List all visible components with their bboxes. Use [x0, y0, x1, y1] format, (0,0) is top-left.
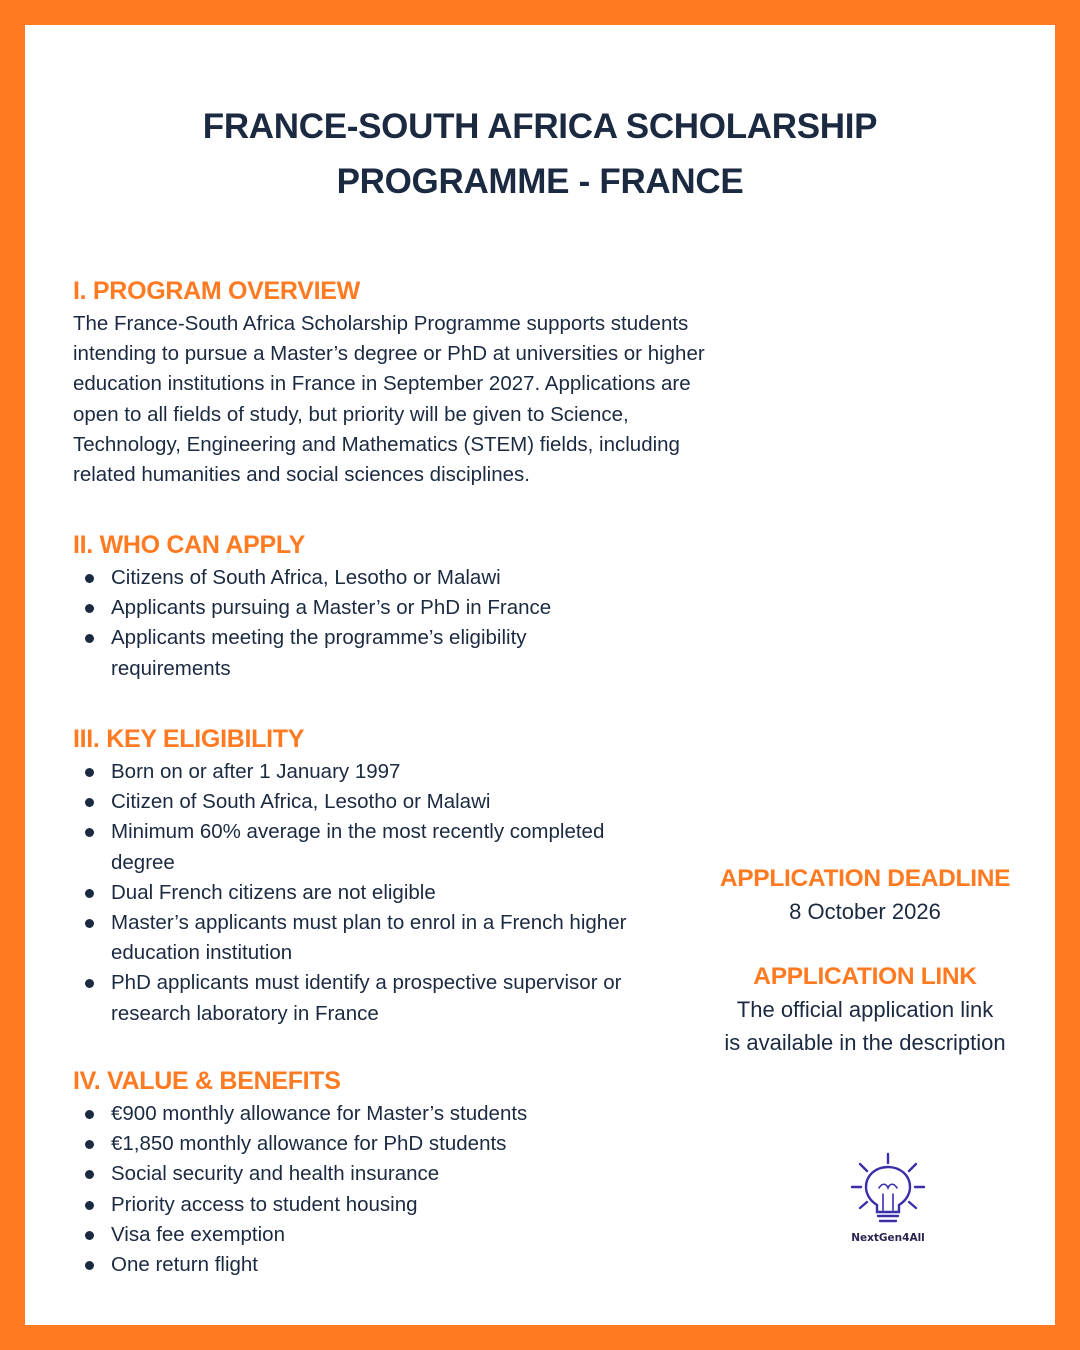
list-item [73, 1220, 673, 1250]
benefits-section [73, 1065, 673, 1280]
deadline-block [715, 863, 1015, 928]
bullet-dot [85, 768, 94, 777]
title-line-1: FRANCE-SOUTH AFRICA SCHOLARSHIP [202, 107, 878, 146]
list-item-text: Citizen of South Africa, Lesotho or Malawi [111, 790, 491, 814]
overview-text: The France-South Africa Scholarship Programme supports students intending to pursue a Master’s degree or PhD at universities or higher education institutions in France in September 2027. Applications are open to all fields of study, but priority will be given to Science, Technology, Engineering and Mathematics (STEM) fields, including related humanities and social sciences disciplines. [73, 312, 705, 487]
bullet-dot [85, 1261, 94, 1270]
list-item [73, 787, 653, 817]
list-item [73, 1099, 673, 1129]
bullet-dot [85, 798, 94, 807]
list-item-text: Applicants pursuing a Master’s or PhD in France [111, 596, 552, 620]
overview-section [73, 275, 733, 490]
link-block [715, 961, 1015, 1059]
list-item-text: PhD applicants must identify a prospective supervisor or research laboratory in France [111, 971, 622, 1025]
list-item-text: Citizens of South Africa, Lesotho or Malawi [111, 566, 501, 589]
bullet-dot [85, 828, 94, 837]
list-item-text: €900 monthly allowance for Master’s students [111, 1102, 528, 1125]
link-line-2: is available in the description [724, 1030, 1006, 1055]
list-item-text: Social security and health insurance [111, 1162, 440, 1186]
list-item-text: Priority access to student housing [111, 1192, 418, 1216]
list-item [73, 593, 573, 623]
content-card [25, 25, 1055, 1325]
deadline-heading: APPLICATION DEADLINE [719, 865, 1011, 892]
lightbulb-icon [833, 1150, 943, 1230]
list-item-text: Master’s applicants must plan to enrol in a French higher education institution [111, 911, 627, 965]
list-item-text: One return flight [111, 1253, 258, 1277]
bullet-dot [85, 1170, 94, 1179]
page-title [25, 99, 1055, 209]
bullet-dot [85, 634, 94, 643]
who-can-apply-heading: II. WHO CAN APPLY [73, 531, 305, 559]
bullet-dot [85, 1231, 94, 1240]
link-heading: APPLICATION LINK [753, 963, 977, 990]
link-line-1: The official application link [736, 997, 994, 1022]
bullet-dot [85, 1140, 94, 1149]
list-item [73, 563, 573, 593]
bullet-dot [85, 1110, 94, 1119]
list-item-text: Applicants meeting the programme’s eligibility requirements [111, 626, 527, 680]
list-item-text: Minimum 60% average in the most recently completed degree [111, 820, 605, 874]
bullet-dot [85, 574, 94, 583]
benefits-heading: IV. VALUE & BENEFITS [73, 1067, 341, 1095]
eligibility-heading: III. KEY ELIGIBILITY [73, 725, 305, 753]
list-item [73, 757, 653, 787]
list-item [73, 878, 653, 908]
bullet-dot [85, 604, 94, 613]
who-can-apply-section [73, 529, 573, 684]
list-item [73, 1250, 673, 1280]
list-item-text: Born on or after 1 January 1997 [111, 760, 401, 783]
bullet-dot [85, 919, 94, 928]
brand-logo [833, 1150, 943, 1260]
list-item-text: €1,850 monthly allowance for PhD students [111, 1132, 507, 1156]
eligibility-list [73, 757, 653, 1029]
list-item [73, 908, 653, 968]
title-line-2: PROGRAMME - FRANCE [336, 162, 744, 201]
list-item [73, 1129, 673, 1159]
benefits-list [73, 1099, 673, 1280]
list-item [73, 817, 653, 877]
bullet-dot [85, 1201, 94, 1210]
overview-heading: I. PROGRAM OVERVIEW [73, 277, 360, 305]
list-item-text: Visa fee exemption [111, 1222, 285, 1246]
who-can-apply-list [73, 563, 573, 684]
list-item [73, 968, 653, 1028]
deadline-value: 8 October 2026 [789, 899, 941, 924]
brand-name: NextGen4All [851, 1232, 925, 1244]
list-item [73, 1190, 673, 1220]
eligibility-section [73, 723, 653, 1029]
bullet-dot [85, 889, 94, 898]
bullet-dot [85, 979, 94, 988]
list-item-text: Dual French citizens are not eligible [111, 880, 436, 904]
list-item [73, 1159, 673, 1189]
list-item [73, 623, 573, 683]
